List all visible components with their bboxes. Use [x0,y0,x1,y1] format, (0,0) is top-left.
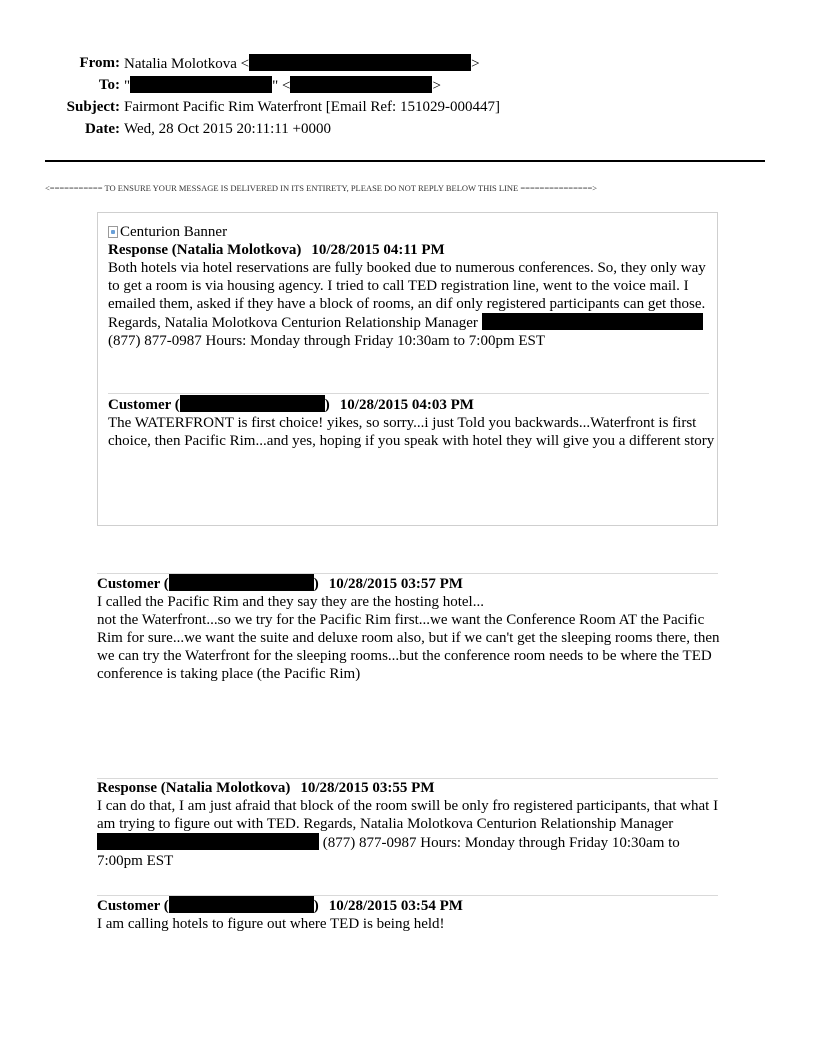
message-header [97,896,709,915]
message-body [97,797,722,870]
to-label: To: [98,77,120,93]
message-contact-hours: (877) 877-0987 Hours: Monday through Friday 10:30am to 7:00pm EST [108,333,546,349]
message-header [97,574,722,593]
message-customer-1 [108,395,720,450]
message-datetime: 10/28/2015 03:54 PM [328,898,463,914]
date-label: Date: [85,121,120,137]
message-body: The WATERFRONT is first choice! yikes, so sorry...i just Told you backwards...Waterfront is first choice, then Pacific Rim...and yes, hoping if you speak with hotel they will give you a different story [108,415,715,449]
message-text: I can do that, I am just afraid that block of the room swill be only fro registered participants, that what I am trying to figure out with TED. Regards, Natalia Molotkova Centurion Relationship Manager [97,798,719,832]
from-row [0,54,816,72]
redacted-email [249,54,471,71]
message-customer-2 [97,574,722,683]
banner-image [108,223,227,241]
from-name: Natalia Molotkova [124,56,237,72]
to-value: " " < > [124,78,441,94]
redacted-customer-name [180,395,325,412]
message-body: I am calling hotels to figure out where TED is being held! [97,916,445,932]
reply-notice: <=========== TO ENSURE YOUR MESSAGE IS DELIVERED IN ITS ENTIRETY, PLEASE DO NOT REPLY BELOW THIS LINE ===============> [45,183,598,193]
date-row [0,120,816,138]
message-author: Response (Natalia Molotkova) [97,780,291,796]
redacted-customer-name [169,574,314,591]
message-datetime: 10/28/2015 04:03 PM [339,397,474,413]
message-body [97,593,722,683]
message-datetime: 10/28/2015 04:11 PM [311,242,445,258]
subject-label: Subject: [66,99,120,115]
redacted-email [97,833,319,850]
message-datetime: 10/28/2015 03:57 PM [328,576,463,592]
message-author-close: ) [313,898,319,914]
banner-alt-text: Centurion Banner [120,224,228,240]
from-value: Natalia Molotkova < > [124,56,480,72]
message-author: Customer ( [97,576,169,592]
message-author: Customer ( [97,898,169,914]
redacted-recipient-name [130,76,272,93]
message-author: Customer ( [108,397,180,413]
message-datetime: 10/28/2015 03:55 PM [300,780,435,796]
header-divider [45,160,765,162]
message-header [97,779,722,797]
message-response-1 [108,241,720,350]
subject-row [0,98,816,116]
broken-image-icon [108,226,118,238]
to-row [0,76,816,94]
message-author-close: ) [324,397,330,413]
from-label: From: [79,55,120,71]
message-customer-3 [97,896,709,933]
message-response-2 [97,779,722,870]
message-text: Both hotels via hotel reservations are fully booked due to numerous conferences. So, they only way to get a room is via housing agency. I tried to call TED registration line, went to the voice mail. I emailed them, asked if they have a block of rooms, an dif only registered participants can get those. Regards, Natalia Molotkova Centurion Relationship Manager [108,260,706,331]
message-author-close: ) [313,576,319,592]
message-separator [108,393,709,394]
message-header [108,395,720,414]
message-text-line: I called the Pacific Rim and they say they are the hosting hotel... [97,594,484,610]
redacted-email [482,313,703,330]
subject-value: Fairmont Pacific Rim Waterfront [Email Ref: 151029-000447] [124,99,500,115]
message-header [108,241,720,259]
redacted-customer-name [169,896,314,913]
date-value: Wed, 28 Oct 2015 20:11:11 +0000 [124,121,331,137]
message-body [108,259,720,350]
redacted-recipient-email [290,76,432,93]
message-author: Response (Natalia Molotkova) [108,242,302,258]
message-text: not the Waterfront...so we try for the Pacific Rim first...we want the Conference Room AT the Pacific Rim for sure...we want the suite and deluxe room also, but if we can't get the sleeping rooms there, then we can try the Waterfront for the sleeping rooms...but the conference room needs to be where the TED conference is taking place (the Pacific Rim) [97,612,720,682]
message-contact-hours: (877) 877-0987 Hours: Monday through Friday 10:30am to 7:00pm EST [97,835,680,869]
recent-messages-box [97,212,718,526]
